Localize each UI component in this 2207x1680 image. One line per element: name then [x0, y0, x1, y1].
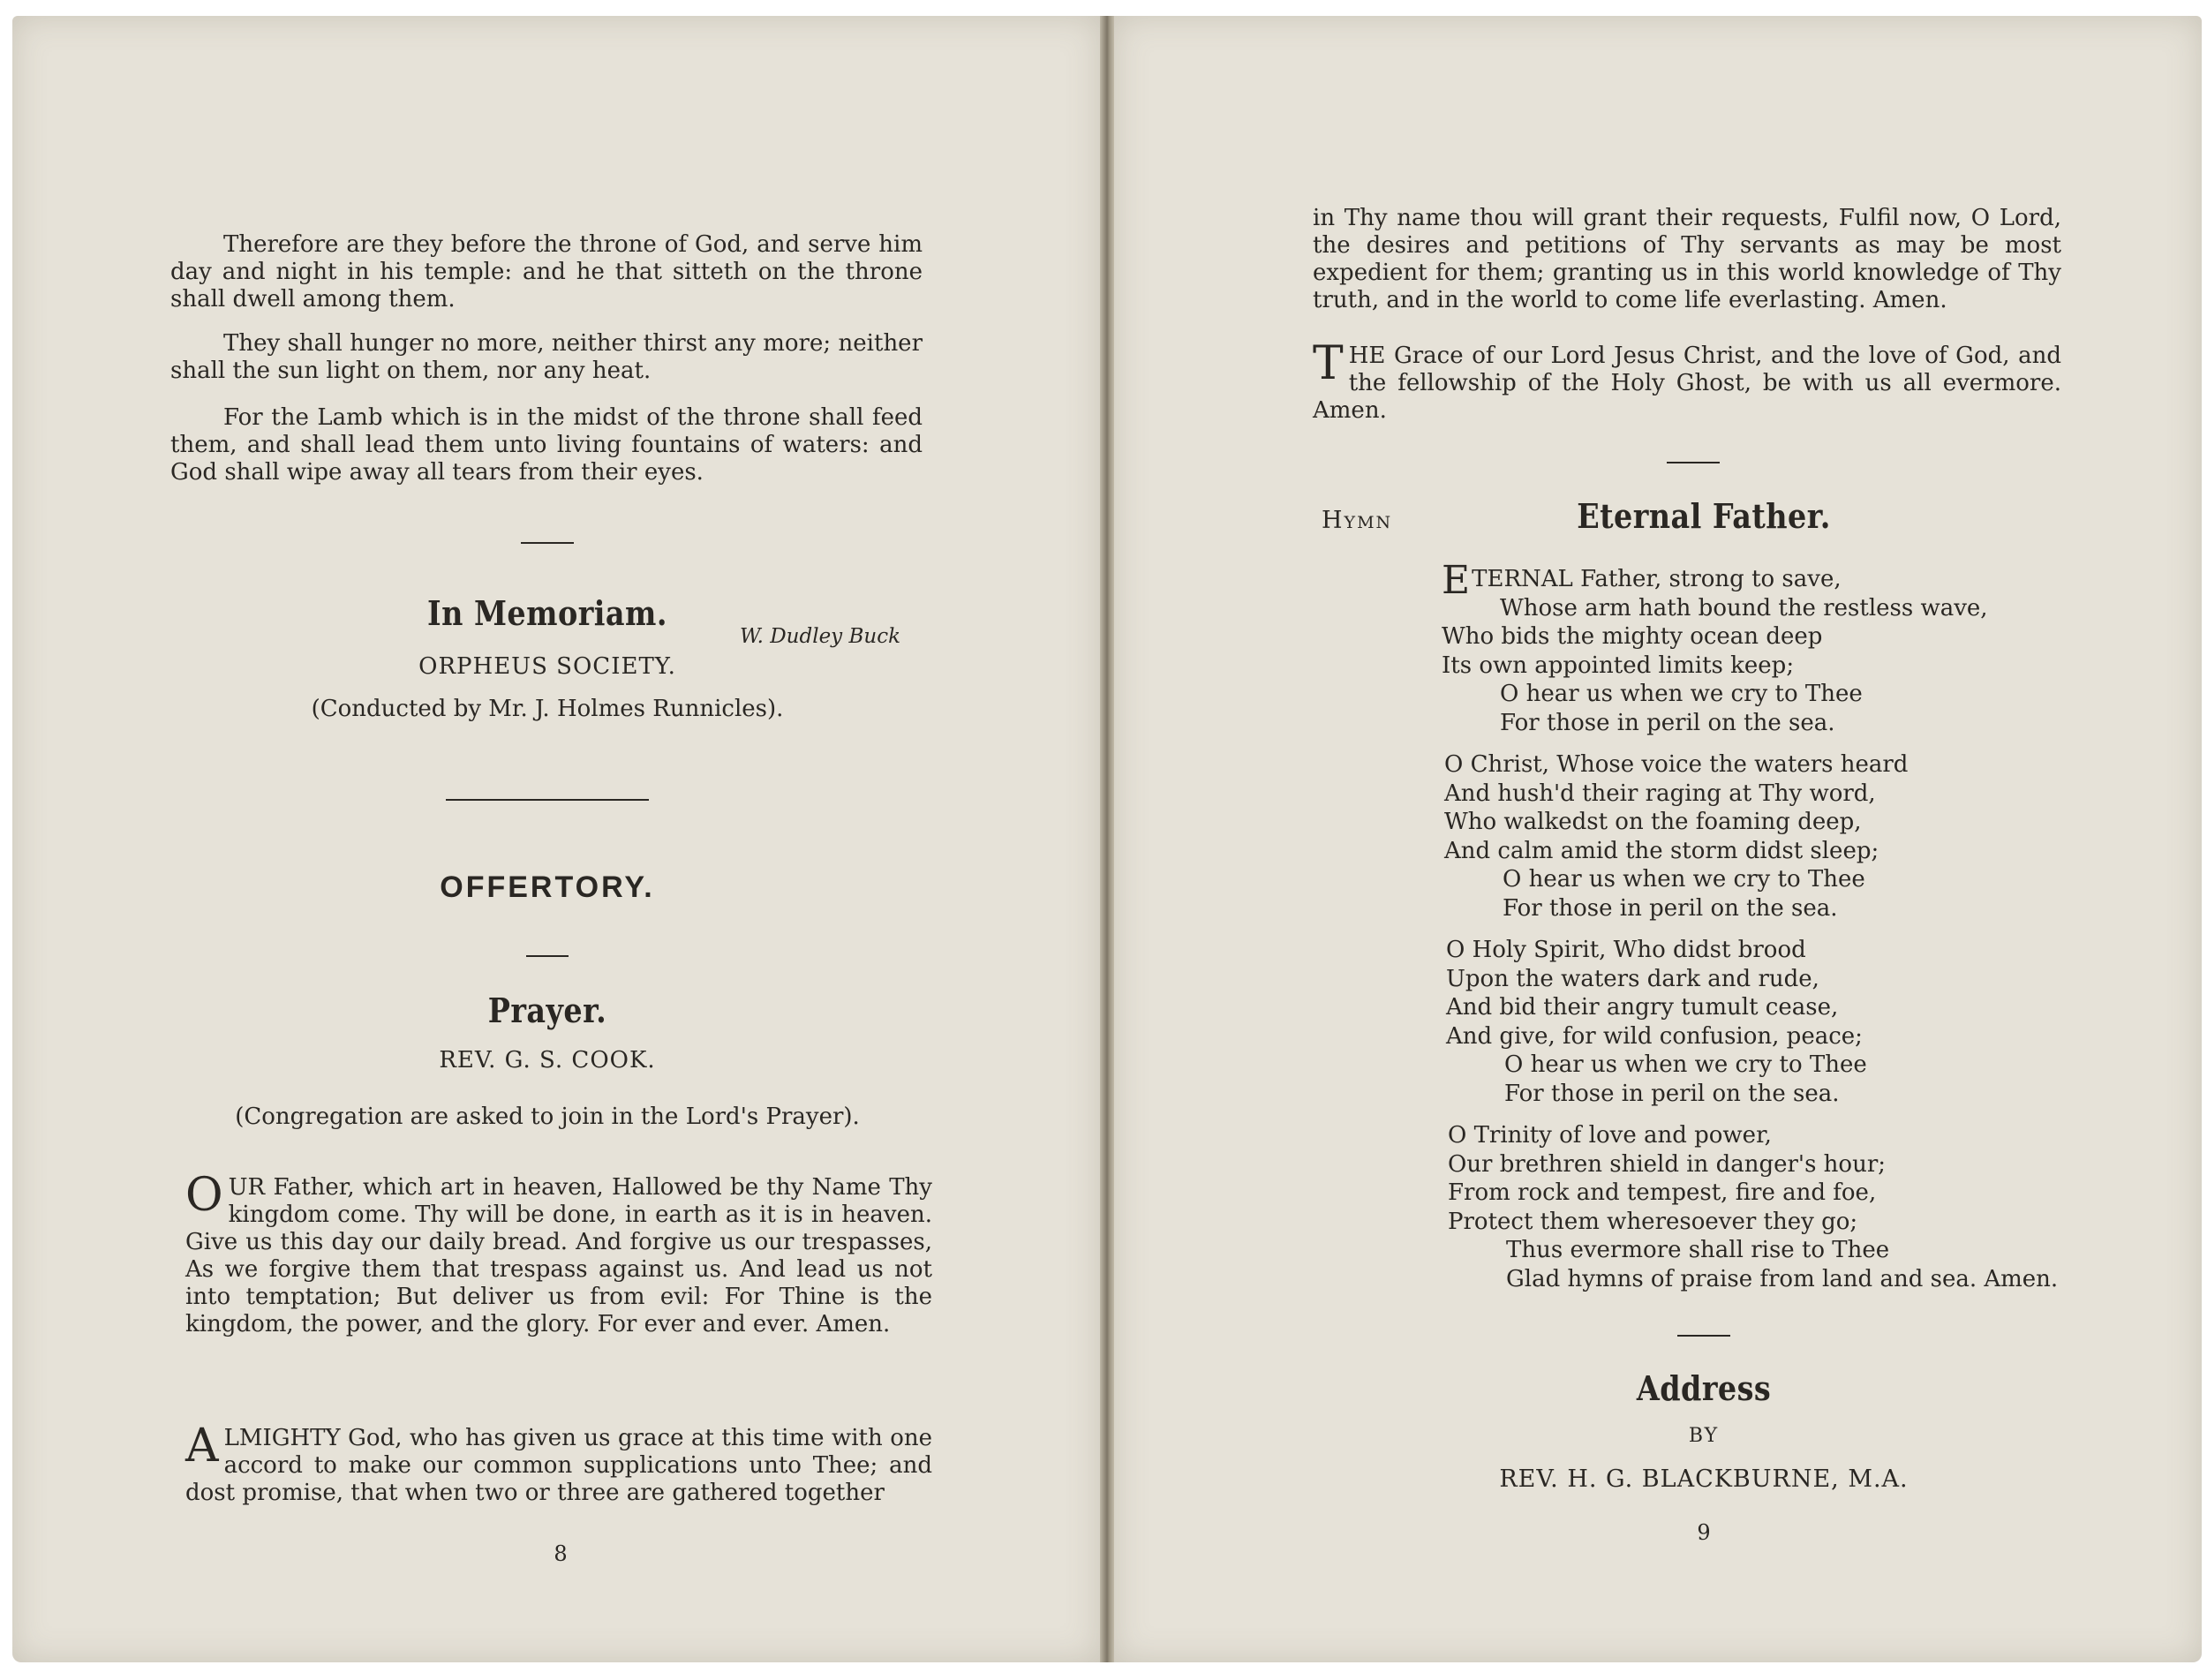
hymn-verse-3: [1446, 936, 2099, 1108]
divider: [1677, 1335, 1730, 1337]
prayer-note: (Congregation are asked to join in the Lord's Prayer).: [235, 1104, 860, 1130]
hymn-line: O Holy Spirit, Who didst brood: [1446, 937, 1806, 963]
page-number-right: 9: [1697, 1520, 1711, 1545]
grace-text: HE Grace of our Lord Jesus Christ, and the love of God, and the fellowship of the Holy Ghost, be with us all evermore. Amen.: [1313, 343, 2061, 424]
divider: [446, 799, 649, 801]
drop-cap: T: [1313, 337, 1344, 390]
memoriam-conductor: (Conducted by Mr. J. Holmes Runnicles).: [311, 696, 784, 722]
address-minister: REV. H. G. BLACKBURNE, M.A.: [1499, 1465, 1909, 1493]
hymn-line: From rock and tempest, fire and foe,: [1448, 1179, 1877, 1206]
hymn-verse-1: [1442, 558, 2095, 737]
hymn-line: And give, for wild confusion, peace;: [1446, 1022, 1863, 1050]
hymn-line: O hear us when we cry to Thee: [1504, 1051, 1867, 1078]
hymn-line: And bid their angry tumult cease,: [1446, 994, 1839, 1021]
divider: [521, 542, 574, 544]
lords-prayer-text: UR Father, which art in heaven, Hallowed be thy Name Thy kingdom come. Thy will be done, in earth as it is in heaven. Give us this day our daily bread. And forgive us our trespasses, As we forgive them that trespass against us. And lead us not into temptation; But deliver us from evil: For Thine is the kingdom, the power, and the glory. For ever and ever. Amen.: [185, 1174, 932, 1337]
almighty-prayer-text: LMIGHTY God, who has given us grace at this time with one accord to make our common supplications unto Thee; and dost promise, that when two or three are gathered together: [185, 1425, 932, 1506]
hymn-line: For those in peril on the sea.: [1504, 1080, 1840, 1107]
scripture-para-2: They shall hunger no more, neither thirst any more; neither shall the sun light on them, nor any heat.: [170, 330, 923, 384]
prayer-title: Prayer.: [487, 991, 607, 1030]
memoriam-composer: W. Dudley Buck: [740, 625, 901, 648]
hymn-line: Who walkedst on the foaming deep,: [1444, 809, 1862, 835]
page-number-left: 8: [554, 1541, 568, 1566]
hymn-line: Protect them wheresoever they go;: [1448, 1208, 1858, 1235]
scripture-para-1: Therefore are they before the throne of God, and serve him day and night in his temple: and he that sitteth on the throne shall dwell among them.: [170, 231, 923, 313]
hymn-line: Thus evermore shall rise to Thee: [1506, 1237, 1890, 1263]
hymn-label: Hymn: [1322, 507, 1393, 534]
memoriam-society: ORPHEUS SOCIETY.: [418, 653, 676, 680]
hymn-line: O Christ, Whose voice the waters heard: [1444, 751, 1909, 778]
hymn-line: Whose arm hath bound the restless wave,: [1500, 594, 1988, 622]
drop-cap: O: [185, 1169, 223, 1222]
grace: [1313, 337, 2061, 425]
hymn-line: Our brethren shield in danger's hour;: [1448, 1150, 1887, 1178]
hymn-verse-2: [1444, 750, 2098, 923]
address-by: BY: [1688, 1425, 1720, 1447]
hymn-line: O hear us when we cry to Thee: [1503, 866, 1865, 893]
hymn-line: And hush'd their raging at Thy word,: [1444, 780, 1876, 807]
hymn-line: For those in peril on the sea.: [1503, 894, 1838, 922]
hymn-line: O hear us when we cry to Thee: [1500, 681, 1863, 707]
address-title: Address: [1636, 1368, 1772, 1408]
drop-cap: A: [185, 1420, 219, 1473]
hymn-line: O Trinity of love and power,: [1448, 1122, 1772, 1149]
prayer-continued: in Thy name thou will grant their requests, Fulfil now, O Lord, the desires and petitions of Thy servants as may be most expedient for them; granting us in this world knowledge of Thy truth, and in the world to come life everlasting. Amen.: [1313, 205, 2061, 313]
hymn-line: Glad hymns of praise from land and sea. Amen.: [1506, 1265, 2059, 1292]
drop-cap: E: [1442, 558, 1471, 603]
hymn-line: Its own appointed limits keep;: [1442, 652, 1795, 679]
hymn-title: Eternal Father.: [1577, 496, 1831, 536]
divider: [1667, 462, 1720, 463]
offertory-heading: OFFERTORY.: [440, 870, 655, 904]
almighty-prayer: [185, 1420, 932, 1507]
prayer-minister: REV. G. S. COOK.: [439, 1047, 656, 1074]
hymn-line: For those in peril on the sea.: [1500, 709, 1835, 736]
hymn-line: Who bids the mighty ocean deep: [1442, 623, 1823, 650]
hymn-line: And calm amid the storm didst sleep;: [1444, 837, 1879, 864]
lords-prayer: [185, 1169, 932, 1338]
memoriam-title: In Memoriam.: [427, 593, 667, 633]
scripture-para-3: For the Lamb which is in the midst of the throne shall feed them, and shall lead them unto living fountains of waters: and God shall wipe away all tears from their eyes.: [170, 404, 923, 486]
hymn-line: Upon the waters dark and rude,: [1446, 965, 1819, 992]
divider: [526, 955, 569, 957]
hymn-line: TERNAL Father, strong to save,: [1472, 566, 1842, 592]
hymn-verse-4: [1448, 1121, 2119, 1293]
